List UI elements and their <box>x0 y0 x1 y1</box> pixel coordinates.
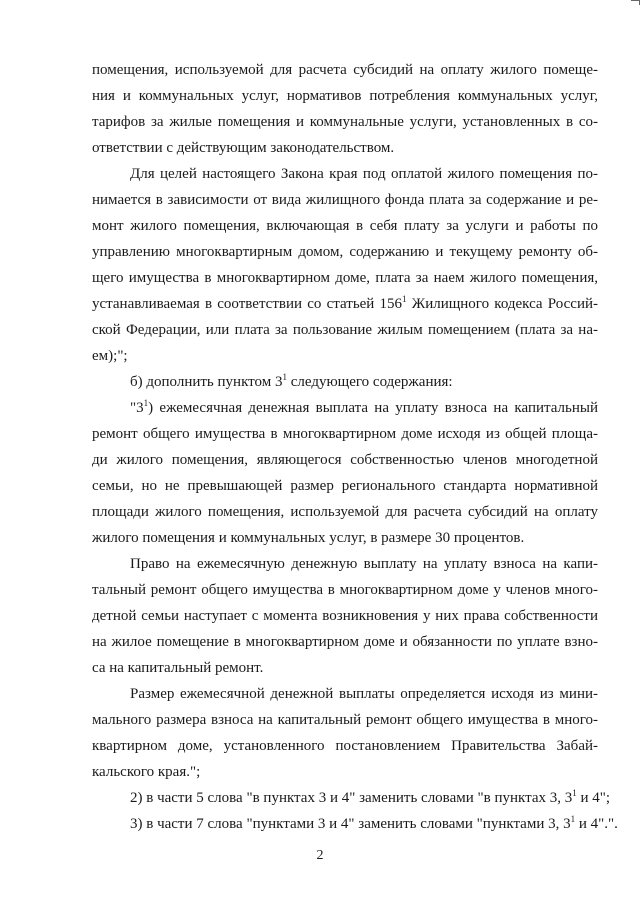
text-line: Размер ежемесячной денежной выплаты определяется исходя из мини- <box>130 686 598 702</box>
superscript: 1 <box>570 814 576 824</box>
text-line: квартирном доме, установленного постановлением Правительства Забай- <box>92 738 598 754</box>
text-line: жилого помещения и коммунальных услуг, в размере 30 процентов. <box>92 530 525 546</box>
text-line: монт жилого помещения, включающая в себя плату за услуги и работы по <box>92 218 598 234</box>
text-line: управлению многоквартирным домом, содержанию и текущему ремонту об- <box>92 244 598 260</box>
text-line: семьи, но не превышающей размер регионального стандарта нормативной <box>92 478 598 494</box>
text-line: детной семьи наступает с момента возникновения у них права собственности <box>92 608 598 624</box>
text-line: 3) в части 7 слова "пунктами 3 и 4" заменить словами "пунктами 3, $3^1$ и 4".". <box>130 814 618 832</box>
text-line: ответствии с действующим законодательством. <box>92 140 395 156</box>
superscript: 1 <box>143 398 149 408</box>
text-line: тальный ремонт общего имущества в многоквартирном доме у членов много- <box>92 582 598 598</box>
text-line: тарифов за жилые помещения и коммунальные услуги, установленных в со- <box>92 114 598 130</box>
text-line: Право на ежемесячную денежную выплату на уплату взноса на капи- <box>130 556 598 572</box>
text-line: помещения, используемой для расчета субсидий на оплату жилого помеще- <box>92 62 598 78</box>
text-line: щего имущества в многоквартирном доме, плата за наем жилого помещения, <box>92 270 598 286</box>
superscript: 1 <box>282 372 287 382</box>
text-line: ем);"; <box>92 348 128 364</box>
text-line: площади жилого помещения, используемой для расчета субсидий на оплату <box>92 504 598 520</box>
text-line: на жилое помещение в многоквартирном доме и обязанности по уплате взно- <box>92 634 598 650</box>
superscript: 1 <box>402 294 407 304</box>
text-line: "$3^1$) ежемесячная денежная выплата на уплату взноса на капитальный <box>130 398 598 416</box>
text-line: б) дополнить пунктом $3^1$ следующего содержания: <box>130 372 453 390</box>
text-line: устанавливаемая в соответствии со статьей $156^1$ Жилищного кодекса Россий- <box>92 294 598 312</box>
text-line: 2) в части 5 слова "в пунктах 3 и 4" заменить словами "в пунктах 3, $3^1$ и 4"; <box>130 788 611 806</box>
text-line: ния и коммунальных услуг, нормативов потребления коммунальных услуг, <box>92 88 598 104</box>
text-line: са на капитальный ремонт. <box>92 660 264 676</box>
superscript: 1 <box>572 788 577 798</box>
text-line: кальского края."; <box>92 764 201 780</box>
text-line: Для целей настоящего Закона края под оплатой жилого помещения по- <box>130 166 598 182</box>
text-line: ди жилого помещения, являющегося собственностью членов многодетной <box>92 452 598 468</box>
page-corner-mark <box>631 0 640 5</box>
text-line: мального размера взноса на капитальный ремонт общего имущества в много- <box>92 712 598 728</box>
text-line: ской Федерации, или плата за пользование жилым помещением (плата за на- <box>92 322 598 338</box>
page-number: 2 <box>316 848 324 863</box>
text-line: ремонт общего имущества в многоквартирном доме исходя из общей площа- <box>92 426 598 442</box>
text-line: нимается в зависимости от вида жилищного фонда плата за содержание и ре- <box>92 192 598 208</box>
